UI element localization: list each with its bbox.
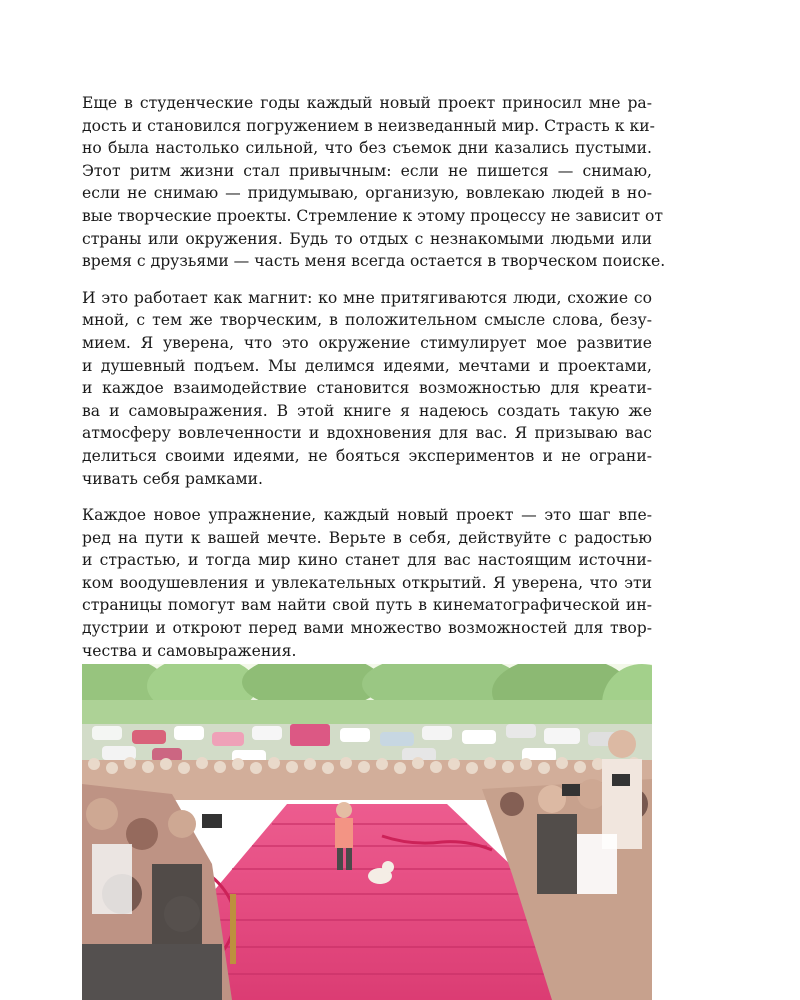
text-line: мной, с тем же творческим, в положительном смысле слова, безу-: [82, 311, 652, 330]
red-carpet-photo: [82, 664, 652, 1000]
text-line: ред на пути к вашей мечте. Верьте в себя, действуйте с радостью: [82, 528, 652, 547]
text-line: время с друзьями — часть меня всегда остается в творческом поиске.: [82, 252, 666, 271]
text-line: ва и самовыражения. В этой книге я надеюсь создать такую же: [82, 401, 652, 420]
text-line: дость и становился погружением в неизведанный мир. Страсть к ки-: [82, 116, 655, 135]
text-line: дустрии и откроют перед вами множество возможностей для твор-: [82, 619, 652, 638]
text-line: страницы помогут вам найти свой путь в кинематографической ин-: [82, 596, 652, 615]
text-line: чества и самовыражения.: [82, 641, 297, 660]
text-line: И это работает как магнит: ко мне притягиваются люди, схожие со: [82, 288, 652, 307]
paragraph: [82, 287, 652, 490]
text-line: мием. Я уверена, что это окружение стимулирует мое развитие: [82, 333, 652, 352]
body-text: [82, 92, 666, 735]
text-line: и каждое взаимодействие становится возможностью для креати-: [82, 379, 652, 398]
text-line: и страстью, и тогда мир кино станет для вас настоящим источни-: [82, 551, 652, 570]
text-line: но была настолько сильной, что без съемок дни казались пустыми.: [82, 139, 652, 158]
text-line: Каждое новое упражнение, каждый новый проект — это шаг впе-: [82, 506, 652, 525]
text-line: чивать себя рамками.: [82, 469, 263, 488]
photo-light-overlay: [82, 664, 652, 1000]
text-line: вые творческие проекты. Стремление к этому процессу не зависит от: [82, 206, 664, 225]
text-line: атмосферу вовлеченности и вдохновения для вас. Я призываю вас: [82, 424, 652, 443]
paragraph: [82, 92, 666, 273]
text-line: если не снимаю — придумываю, организую, вовлекаю людей в но-: [82, 184, 652, 203]
text-line: Этот ритм жизни стал привычным: если не пишется — снимаю,: [82, 161, 652, 180]
text-line: страны или окружения. Будь то отдых с незнакомыми людьми или: [82, 229, 652, 248]
text-line: Еще в студенческие годы каждый новый проект приносил мне ра-: [82, 94, 652, 112]
text-line: делиться своими идеями, не бояться экспериментов и не ограни-: [82, 446, 652, 465]
photo-illustration: [82, 664, 652, 1000]
text-line: ком воодушевления и увлекательных открытий. Я уверена, что эти: [82, 573, 652, 592]
text-line: и душевный подъем. Мы делимся идеями, мечтами и проектами,: [82, 356, 652, 375]
paragraph: [82, 504, 652, 662]
